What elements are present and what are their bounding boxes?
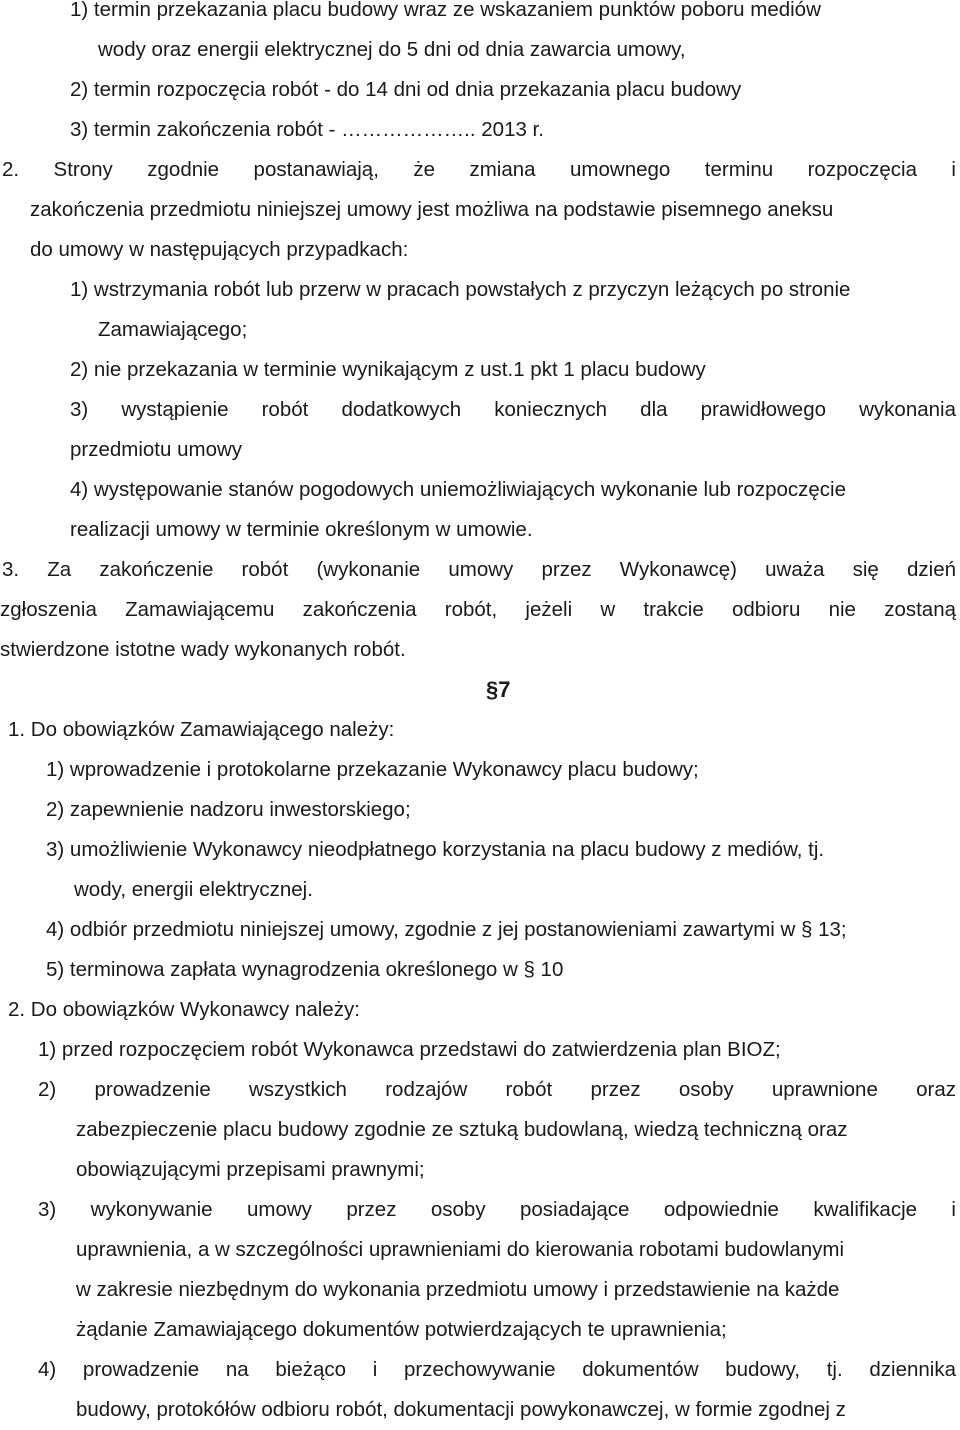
text-line: zgłoszenia Zamawiającemu zakończenia robót, jeżeli w trakcie odbioru nie zostaną bbox=[0, 598, 956, 621]
text-line: żądanie Zamawiającego dokumentów potwierdzających te uprawnienia; bbox=[76, 1318, 727, 1341]
text-line: 1. Do obowiązków Zamawiającego należy: bbox=[8, 718, 395, 741]
text-line: budowy, protokółów odbioru robót, dokumentacji powykonawczej, w formie zgodnej z bbox=[76, 1398, 846, 1421]
text-line: 2) zapewnienie nadzoru inwestorskiego; bbox=[46, 798, 411, 821]
text-line: 3) wystąpienie robót dodatkowych koniecznych dla prawidłowego wykonania bbox=[70, 398, 956, 421]
text-line: 2. Do obowiązków Wykonawcy należy: bbox=[8, 998, 360, 1021]
text-line: wody, energii elektrycznej. bbox=[74, 878, 313, 901]
text-line: 2. Strony zgodnie postanawiają, że zmiana umownego terminu rozpoczęcia i bbox=[2, 158, 956, 181]
text-line: 3) umożliwienie Wykonawcy nieodpłatnego korzystania na placu budowy z mediów, tj. bbox=[46, 838, 825, 861]
text-line: zakończenia przedmiotu niniejszej umowy jest możliwa na podstawie pisemnego aneksu bbox=[30, 198, 834, 221]
text-line: 1) termin przekazania placu budowy wraz ze wskazaniem punktów poboru mediów bbox=[70, 0, 821, 21]
text-line: 4) występowanie stanów pogodowych uniemożliwiających wykonanie lub rozpoczęcie bbox=[70, 478, 846, 501]
text-line: uprawnienia, a w szczególności uprawnieniami do kierowania robotami budowlanymi bbox=[76, 1238, 845, 1261]
text-line: 1) przed rozpoczęciem robót Wykonawca przedstawi do zatwierdzenia plan BIOZ; bbox=[38, 1038, 781, 1061]
text-line: realizacji umowy w terminie określonym w umowie. bbox=[70, 518, 533, 541]
text-line: 5) terminowa zapłata wynagrodzenia określonego w § 10 bbox=[46, 958, 564, 981]
text-line: 1) wprowadzenie i protokolarne przekazanie Wykonawcy placu budowy; bbox=[46, 758, 699, 781]
text-line: do umowy w następujących przypadkach: bbox=[30, 238, 409, 261]
text-line: 2) termin rozpoczęcia robót - do 14 dni od dnia przekazania placu budowy bbox=[70, 78, 742, 101]
text-line: 1) wstrzymania robót lub przerw w pracach powstałych z przyczyn leżących po stronie bbox=[70, 278, 851, 301]
text-line: 2) prowadzenie wszystkich rodzajów robót przez osoby uprawnione oraz bbox=[38, 1078, 956, 1101]
text-line: wody oraz energii elektrycznej do 5 dni od dnia zawarcia umowy, bbox=[98, 38, 686, 61]
section-heading: §7 bbox=[486, 677, 511, 702]
text-line: w zakresie niezbędnym do wykonania przedmiotu umowy i przedstawienie na każde bbox=[76, 1278, 840, 1301]
text-line: przedmiotu umowy bbox=[70, 438, 243, 461]
text-line: 4) odbiór przedmiotu niniejszej umowy, zgodnie z jej postanowieniami zawartymi w § 13; bbox=[46, 918, 847, 941]
text-line: zabezpieczenie placu budowy zgodnie ze sztuką budowlaną, wiedzą techniczną oraz bbox=[76, 1118, 848, 1141]
text-line: stwierdzone istotne wady wykonanych robót. bbox=[0, 638, 406, 661]
text-line: obowiązującymi przepisami prawnymi; bbox=[76, 1158, 425, 1181]
text-line: 4) prowadzenie na bieżąco i przechowywanie dokumentów budowy, tj. dziennika bbox=[38, 1358, 956, 1381]
text-line: 3. Za zakończenie robót (wykonanie umowy przez Wykonawcę) uważa się dzień bbox=[2, 558, 956, 581]
text-line: 3) wykonywanie umowy przez osoby posiadające odpowiednie kwalifikacje i bbox=[38, 1198, 956, 1221]
text-line: 2) nie przekazania w terminie wynikającym z ust.1 pkt 1 placu budowy bbox=[70, 358, 706, 381]
text-line: Zamawiającego; bbox=[98, 318, 248, 341]
text-line: 3) termin zakończenia robót - ……………….. 2013 r. bbox=[70, 118, 544, 141]
